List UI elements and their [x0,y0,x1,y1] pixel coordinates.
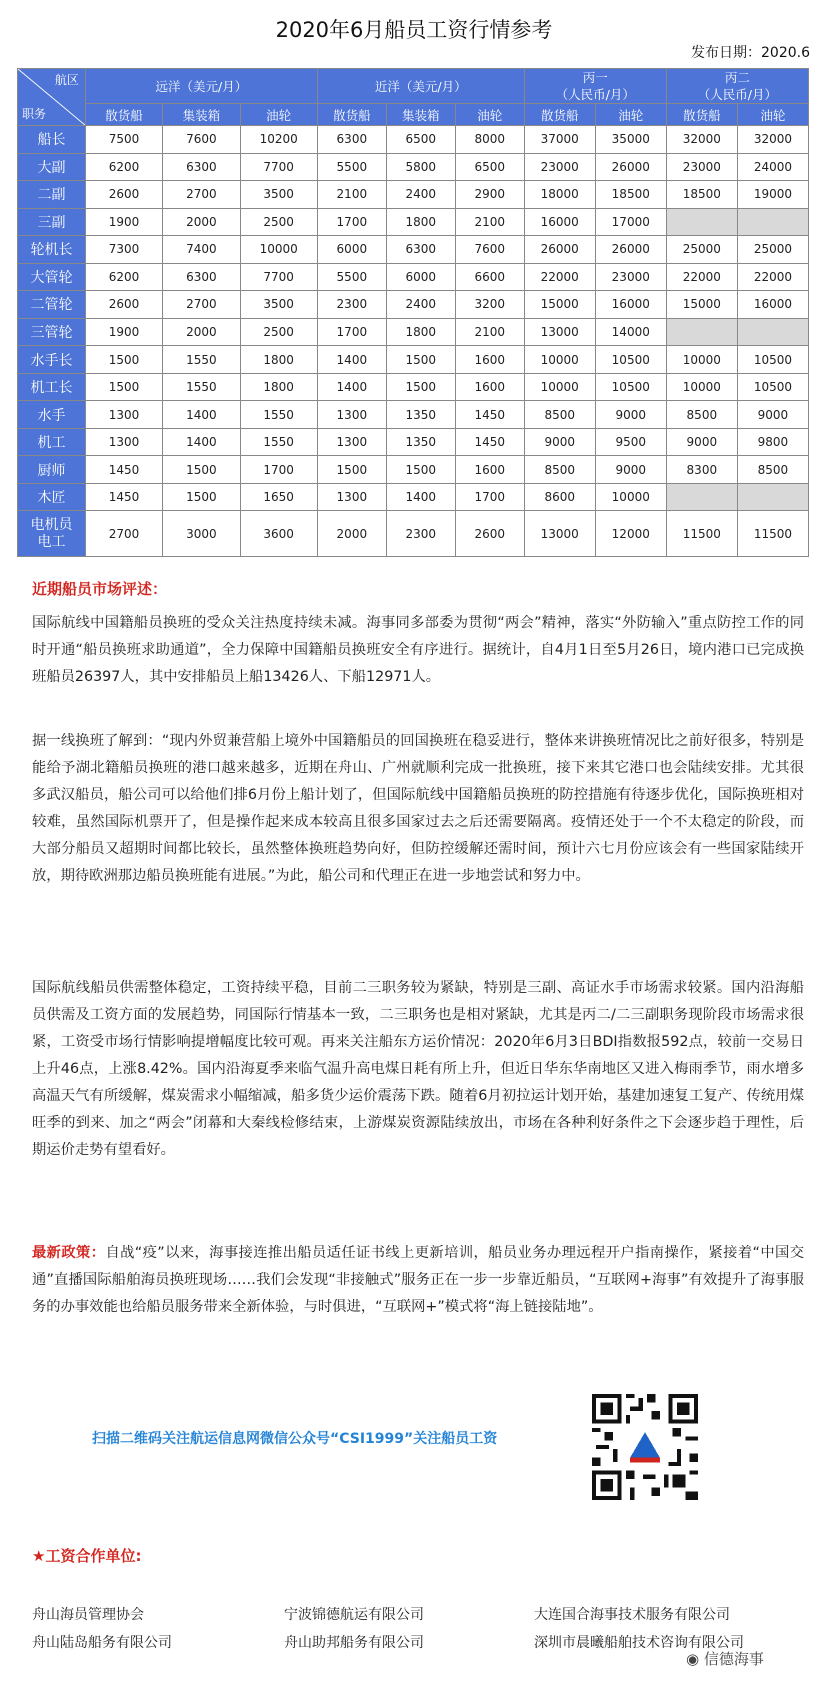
empty-cell [737,208,808,236]
wage-cell: 2400 [386,291,455,319]
wage-cell: 10000 [524,373,595,401]
wage-cell: 23000 [666,153,737,181]
role-cell: 船长 [18,126,86,154]
table-row [18,483,809,511]
watermark-text: 信德海事 [703,1650,764,1668]
wage-cell: 1500 [386,373,455,401]
wage-cell: 8600 [524,483,595,511]
wage-cell: 1700 [317,208,386,236]
wage-cell: 6300 [163,263,240,291]
policy-label: 最新政策： [32,1245,106,1261]
wage-cell: 2600 [85,291,162,319]
partner-name: 深圳市晨曦船舶技术咨询有限公司 [534,1635,744,1651]
wage-cell: 1900 [85,318,162,346]
wage-cell: 12000 [595,511,666,557]
table-row [18,181,809,209]
wage-cell: 1400 [163,401,240,429]
empty-cell [737,483,808,511]
table-corner [18,69,86,126]
market-review-paragraph-2: 据一线换班了解到：“现内外贸兼营船上境外中国籍船员的回国换班在稳妥进行，整体来讲换班情况比之前好很多，特别是能给予湖北籍船员换班的港口越来越多，近期在舟山、广州就顺利完成一批换班，接下来其它港口也会陆续安排。尤其很多武汉船员，船公司可以给他们排6月份上船计划了，但国际航线中国籍船员换班的防控措施有待逐步优化，国际换班相对较难，虽然国际机票开了，但是操作起来成本较高且很多国家过去之后还需要隔离。疫情还处于一个不太稳定的阶段，而大部分船员又超期时间都比较长，虽然整体换班趋势向好，但防控缓解还需时间，预计六七月份应该会有一些国家陆续开放，期待欧洲那边船员换班能有进展。”为此，船公司和代理正在进一步地尝试和努力中。 [32,733,804,884]
wage-cell: 1450 [85,483,162,511]
role-cell: 大副 [18,153,86,181]
table-row [18,373,809,401]
column-header: 油轮 [737,104,808,126]
wage-cell: 2000 [163,318,240,346]
wage-cell: 23000 [524,153,595,181]
wage-cell: 10500 [737,346,808,374]
wage-cell: 10000 [524,346,595,374]
wage-cell: 1700 [455,483,524,511]
market-review-paragraph-3: 国际航线船员供需整体稳定，工资持续平稳，目前二三职务较为紧缺，特别是三副、高证水手市场需求较紧。国内沿海船员供需及工资方面的发展趋势，同国际行情基本一致，二三职务也是相对紧缺，尤其是丙二/二三副职务现阶段市场需求很紧，工资受市场行情影响提增幅度比较可观。再来关注船东方运价情况：2020年6月3日BDI指数报592点，较前一交易日上升46点，上涨8.42%。国内沿海夏季来临气温升高电煤日耗有所上升，但近日华东华南地区又进入梅雨季节，雨水增多高温天气有所缓解，煤炭需求小幅缩减，船多货少运价震荡下跌。随着6月初拉运计划开始，基建加速复工复产、传统用煤旺季的到来、加之“两会”闭幕和大秦线检修结束，上游煤炭资源陆续放出，市场在各种利好条件之下会逐步趋于理性，后期运价走势有望看好。 [32,980,804,1158]
wage-cell: 2600 [85,181,162,209]
wage-cell: 11500 [666,511,737,557]
table-row [18,263,809,291]
wage-cell: 1500 [163,483,240,511]
wage-cell: 1500 [386,456,455,484]
publish-date: 发布日期：2020.6 [691,45,810,61]
role-cell: 机工 [18,428,86,456]
empty-cell [666,208,737,236]
wage-cell: 1300 [85,428,162,456]
role-cell: 木匠 [18,483,86,511]
qr-code-image[interactable] [592,1394,698,1500]
wage-cell: 26000 [524,236,595,264]
cooperation-title: ★工资合作单位: [32,1547,142,1565]
group-header: 远洋（美元/月） [85,69,317,104]
role-cell: 厨师 [18,456,86,484]
role-cell: 三副 [18,208,86,236]
wage-cell: 35000 [595,126,666,154]
column-header: 散货船 [666,104,737,126]
wage-cell: 8500 [524,456,595,484]
wage-cell: 10500 [737,373,808,401]
wage-cell: 2500 [240,318,317,346]
column-header: 集装箱 [163,104,240,126]
partner-name: 舟山助邦船务有限公司 [284,1635,424,1651]
wage-cell: 7500 [85,126,162,154]
wage-cell: 1700 [317,318,386,346]
wage-cell: 1600 [455,456,524,484]
wage-cell: 10500 [595,346,666,374]
role-cell: 大管轮 [18,263,86,291]
wage-cell: 25000 [737,236,808,264]
wage-cell: 3600 [240,511,317,557]
group-header: 丙二 （人民币/月） [666,69,808,104]
wage-cell: 16000 [524,208,595,236]
table-row [18,428,809,456]
market-review-paragraph-1: 国际航线中国籍船员换班的受众关注热度持续未减。海事同多部委为贯彻“两会”精神，落实“外防输入”重点防控工作的同时开通“船员换班求助通道”，全力保障中国籍船员换班安全有序进行。据统计，自4月1日至5月26日，境内港口已完成换班船员26397人，其中安排船员上船13426人、下船12971人。 [32,615,804,685]
partner-name: 舟山陆岛船务有限公司 [32,1635,172,1651]
empty-cell [737,318,808,346]
wechat-icon: ◉ [686,1650,700,1668]
wage-cell: 1350 [386,428,455,456]
wage-cell: 1800 [386,318,455,346]
wage-cell: 2400 [386,181,455,209]
wage-cell: 9000 [595,401,666,429]
wage-cell: 32000 [666,126,737,154]
role-cell [18,511,86,557]
wage-cell: 6000 [317,236,386,264]
wage-cell: 1300 [85,401,162,429]
wage-cell: 2700 [85,511,162,557]
wage-cell: 1500 [85,346,162,374]
policy-text: 自战“疫”以来，海事接连推出船员适任证书线上更新培训，船员业务办理远程开户指南操作，紧接着“中国交通”直播国际船舶海员换班现场……我们会发现“非接触式”服务正在一步一步靠近船员，“互联网+海事”有效提升了海事服务的办事效能也给船员服务带来全新体验，与时俱进，“互联网+”模式将“海上链接陆地”。 [32,1245,805,1315]
wage-cell: 9500 [595,428,666,456]
wage-cell: 10000 [595,483,666,511]
wage-cell: 6200 [85,153,162,181]
wage-cell: 13000 [524,318,595,346]
wage-cell: 9800 [737,428,808,456]
wage-cell: 26000 [595,236,666,264]
wage-cell: 1450 [455,428,524,456]
wage-cell: 10200 [240,126,317,154]
wage-cell: 6300 [386,236,455,264]
wage-cell: 7600 [163,126,240,154]
role-label: 电机员 [30,516,73,533]
qr-caption: 扫描二维码关注航运信息网微信公众号“CSI1999”关注船员工资 [92,1431,498,1447]
wage-cell: 7700 [240,153,317,181]
wage-cell: 7600 [455,236,524,264]
wage-cell: 24000 [737,153,808,181]
wage-cell: 10500 [595,373,666,401]
wage-cell: 9000 [524,428,595,456]
wage-cell: 1300 [317,483,386,511]
table-row [18,346,809,374]
wage-cell: 7400 [163,236,240,264]
column-header: 油轮 [240,104,317,126]
wage-cell: 25000 [666,236,737,264]
wage-cell: 37000 [524,126,595,154]
wage-cell: 3500 [240,181,317,209]
wage-cell: 6500 [455,153,524,181]
wage-cell: 23000 [595,263,666,291]
wage-cell: 1600 [455,346,524,374]
partner-name: 宁波锦德航运有限公司 [284,1607,424,1623]
role-cell: 三管轮 [18,318,86,346]
wage-cell: 6600 [455,263,524,291]
column-header: 集装箱 [386,104,455,126]
role-cell: 水手 [18,401,86,429]
wage-cell: 2100 [317,181,386,209]
watermark-badge [686,1648,764,1669]
wage-cell: 15000 [666,291,737,319]
column-header: 油轮 [595,104,666,126]
wage-cell: 1700 [240,456,317,484]
wage-cell: 19000 [737,181,808,209]
wage-cell: 9000 [595,456,666,484]
wage-cell: 6300 [163,153,240,181]
wage-cell: 2300 [317,291,386,319]
wage-cell: 6300 [317,126,386,154]
wage-cell: 15000 [524,291,595,319]
wage-cell: 18000 [524,181,595,209]
wage-cell: 22000 [666,263,737,291]
wage-cell: 2000 [163,208,240,236]
wage-cell: 18500 [666,181,737,209]
wage-cell: 6000 [386,263,455,291]
wage-cell: 1300 [317,428,386,456]
market-review-title: 近期船员市场评述： [32,580,168,598]
role-cell: 二副 [18,181,86,209]
wage-cell: 2000 [317,511,386,557]
wage-cell: 7700 [240,263,317,291]
wage-cell: 2100 [455,318,524,346]
wage-cell: 1450 [455,401,524,429]
table-row [18,153,809,181]
group-header: 近洋（美元/月） [317,69,524,104]
wage-cell: 9000 [666,428,737,456]
wage-cell: 26000 [595,153,666,181]
wage-cell: 1400 [386,483,455,511]
column-header: 散货船 [317,104,386,126]
wage-cell: 17000 [595,208,666,236]
wage-cell: 1400 [317,346,386,374]
wage-cell: 13000 [524,511,595,557]
table-row [18,236,809,264]
page-title: 2020年6月船员工资行情参考 [275,18,553,42]
wage-cell: 8500 [737,456,808,484]
wage-table [17,68,809,557]
wage-cell: 1300 [317,401,386,429]
wage-cell: 16000 [595,291,666,319]
empty-cell [666,483,737,511]
wage-cell: 5800 [386,153,455,181]
wage-cell: 2500 [240,208,317,236]
wage-cell: 9000 [737,401,808,429]
column-header: 油轮 [455,104,524,126]
empty-cell [666,318,737,346]
wage-cell: 8300 [666,456,737,484]
table-row [18,126,809,154]
partner-name: 舟山海员管理协会 [32,1607,144,1623]
wage-cell: 1550 [240,401,317,429]
table-row [18,318,809,346]
wage-cell: 1350 [386,401,455,429]
wage-cell: 2700 [163,181,240,209]
wage-cell: 11500 [737,511,808,557]
wage-cell: 22000 [737,263,808,291]
wage-cell: 1500 [85,373,162,401]
wage-cell: 7300 [85,236,162,264]
wage-cell: 1800 [240,346,317,374]
wage-cell: 1450 [85,456,162,484]
wage-cell: 2300 [386,511,455,557]
group-header: 丙一 （人民币/月） [524,69,666,104]
wage-cell: 22000 [524,263,595,291]
partner-name: 大连国合海事技术服务有限公司 [534,1607,730,1623]
wage-cell: 6500 [386,126,455,154]
wage-cell: 10000 [666,346,737,374]
wage-cell: 2600 [455,511,524,557]
wage-cell: 1800 [386,208,455,236]
table-row [18,511,809,557]
wage-cell: 3200 [455,291,524,319]
wage-cell: 10000 [240,236,317,264]
wage-cell: 1400 [317,373,386,401]
wage-cell: 1550 [163,346,240,374]
wage-cell: 5500 [317,263,386,291]
role-cell: 水手长 [18,346,86,374]
policy-paragraph [32,1240,804,1321]
table-row [18,456,809,484]
role-label: 电工 [37,533,66,550]
wage-cell: 1400 [163,428,240,456]
column-header: 散货船 [524,104,595,126]
wage-cell: 2700 [163,291,240,319]
role-cell: 机工长 [18,373,86,401]
wage-cell: 3500 [240,291,317,319]
wage-cell: 1550 [163,373,240,401]
wage-cell: 18500 [595,181,666,209]
role-cell: 二管轮 [18,291,86,319]
wage-cell: 8500 [524,401,595,429]
table-row [18,208,809,236]
wage-cell: 1900 [85,208,162,236]
table-row [18,291,809,319]
wage-cell: 2100 [455,208,524,236]
corner-label-role: 职务 [22,107,47,121]
wage-cell: 2900 [455,181,524,209]
wage-cell: 3000 [163,511,240,557]
wage-cell: 14000 [595,318,666,346]
wage-cell: 1500 [163,456,240,484]
wage-cell: 1800 [240,373,317,401]
wage-cell: 5500 [317,153,386,181]
wage-cell: 8500 [666,401,737,429]
wage-cell: 1500 [386,346,455,374]
column-header: 散货船 [85,104,162,126]
wage-cell: 8000 [455,126,524,154]
wage-cell: 32000 [737,126,808,154]
wage-cell: 10000 [666,373,737,401]
wage-cell: 1550 [240,428,317,456]
role-cell: 轮机长 [18,236,86,264]
wage-cell: 1600 [455,373,524,401]
table-row [18,401,809,429]
wage-cell: 1650 [240,483,317,511]
wage-cell: 16000 [737,291,808,319]
corner-label-zone: 航区 [54,73,79,87]
wage-cell: 6200 [85,263,162,291]
wage-cell: 1500 [317,456,386,484]
